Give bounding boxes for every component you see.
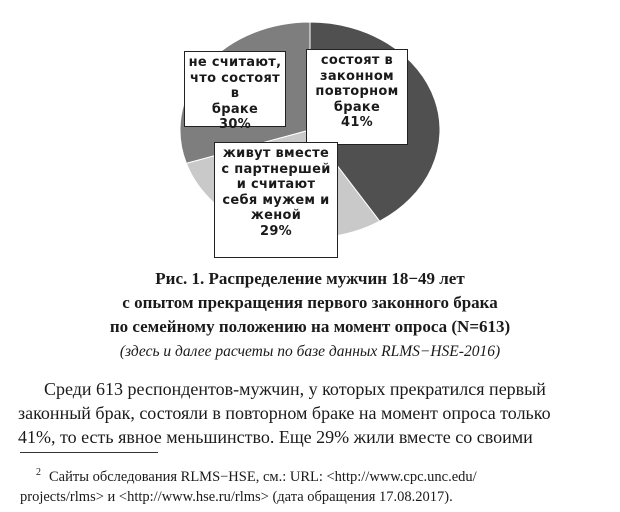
body-text-line-3: 41%, то есть явное меньшинство. Еще 29% жили вместе со своими xyxy=(18,427,533,447)
slice-label-cohabiting: живут вместе с партнершей и считают себя мужем и женой 29% xyxy=(214,142,338,258)
footnote-line-2: projects/rlms> и <http://www.hse.ru/rlms> (дата обращения 17.08.2017). xyxy=(20,489,453,505)
body-text-line-1: Среди 613 респондентов-мужчин, у которых прекратился первый xyxy=(44,379,546,399)
slice-label-not-married: не считают, что состоят в браке 30% xyxy=(184,51,286,127)
footnote-line-1 xyxy=(36,464,620,486)
body-text-line-2: законный брак, состояли в повторном браке на момент опроса только xyxy=(18,403,551,423)
figure-caption-line-2: с опытом прекращения первого законного брака xyxy=(122,293,498,312)
footnote-mark: 2 xyxy=(36,467,41,478)
footnote-divider xyxy=(20,452,158,453)
figure-caption-line-3: по семейному положению на момент опроса (N=613) xyxy=(109,317,511,336)
slice-label-remarried: состоят в законном повторном браке 41% xyxy=(306,49,408,145)
figure-data-source-note: (здесь и далее расчеты по базе данных RLMS−HSE-2016) xyxy=(119,343,501,360)
footnote-text-1: Сайты обследования RLMS−HSE, см.: URL: <http://www.cpc.unc.edu/ xyxy=(49,469,477,485)
figure-caption-line-1: Рис. 1. Распределение мужчин 18−49 лет xyxy=(155,269,465,288)
